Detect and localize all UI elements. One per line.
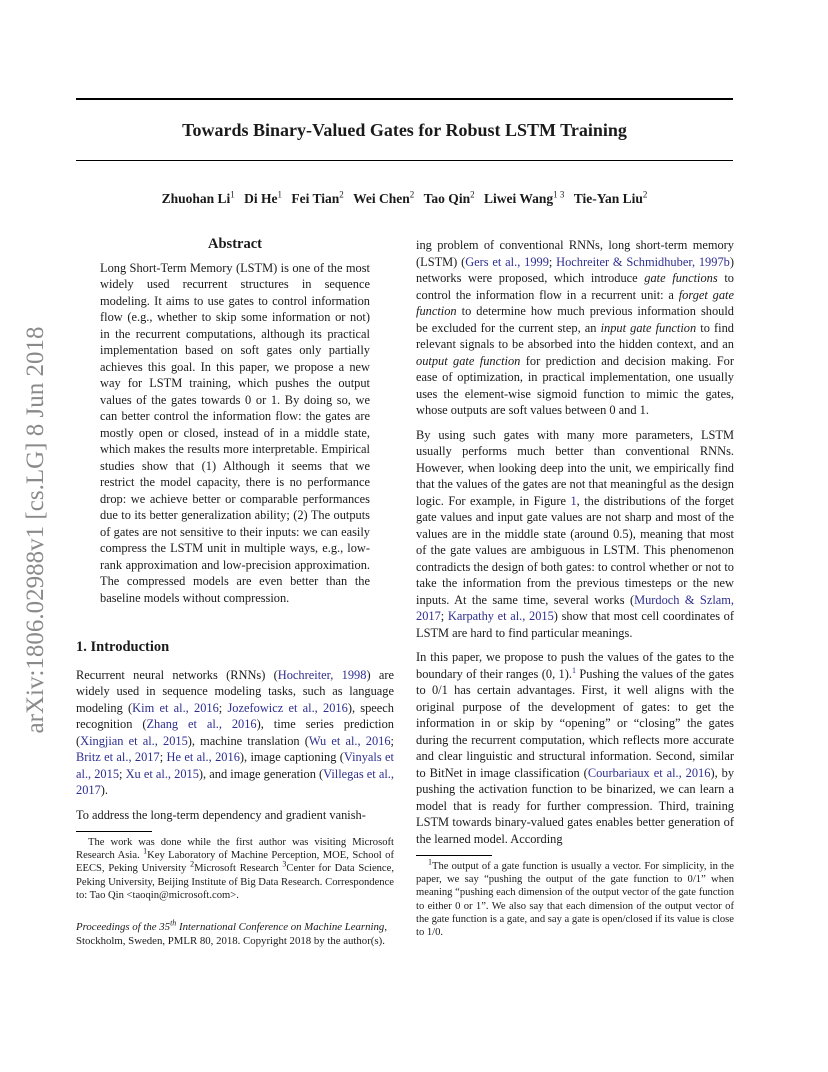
citation-link[interactable]: Gers et al., 1999 (465, 254, 549, 269)
citation-link[interactable]: Britz et al., 2017 (76, 750, 160, 764)
arxiv-identifier: arXiv:1806.02988v1 [cs.LG] 8 Jun 2018 (22, 326, 49, 734)
author-affiliation: 1 (230, 189, 235, 200)
intro-paragraph-2-start: To address the long-term dependency and gradient vanish- (76, 807, 366, 822)
footnote-rule (76, 831, 152, 832)
author (244, 191, 282, 206)
title-rule-bottom (76, 160, 733, 161)
abstract-heading: Abstract (208, 236, 262, 252)
proceedings-note: Proceedings of the 35th International Conference on Machine Learning, Stockholm, Sweden, PMLR 80, 2018. Copyright 2018 by the author(s). (76, 918, 388, 948)
author-affiliation: 2 (409, 189, 415, 200)
author-name: Fei Tian (291, 191, 340, 206)
author-name: Zhuohan Li (161, 191, 231, 206)
math-interval: (0, 1) (541, 666, 569, 681)
intro-paragraph-2-continued: ing problem of conventional RNNs, long short-term memory (LSTM) (Gers et al., 1999; Hochreiter & Schmidhuber, 1997b) networks were proposed, which introduce gate functions to control the information flow in a recurrent unit: a forget gate function to determine how much previous information should be excluded for the current step, an input gate function to find relevant signals to be absorbed into the hidden context, and an output gate function for prediction and decision making. For ease of optimization, in practical implementation, one usually uses the element-wise sigmoid function to mimic the gates, whose outputs are soft values between 0 and 1. (416, 238, 734, 417)
citation-link[interactable]: Kim et al., 2016 (132, 700, 219, 715)
author (291, 191, 343, 206)
title-rule-top (76, 98, 733, 100)
introduction-heading: 1. Introduction (76, 639, 170, 655)
author-affiliation: 2 (339, 189, 344, 200)
left-column (76, 236, 394, 949)
author-affiliation: 2 (470, 189, 475, 200)
citation-link[interactable]: Wu et al., 2016 (308, 733, 391, 748)
citation-link[interactable]: Vinyals et al., 2015 (76, 750, 394, 781)
author (162, 191, 235, 206)
citation-link[interactable]: Jozefowicz et al., 2016 (227, 700, 348, 715)
author (424, 191, 475, 206)
citation-link[interactable]: Xu et al., 2015 (125, 766, 199, 781)
citation-link[interactable]: Villegas et al., 2017 (76, 766, 394, 797)
author-name: Liwei Wang (483, 191, 554, 206)
author-name: Di He (244, 191, 278, 206)
author (574, 191, 648, 206)
affiliation-footnote: The work was done while the first author was visiting Microsoft Research Asia. $^1$Key Laboratory of Machine Perception, MOE, School of EECS, Peking University $^2$Microsoft Research $^3$Center for Data Science, Peking University, Beijing Institute of Big Data Research. Correspondence to: Tao Qin <taoqin@microsoft.com>. (76, 837, 394, 901)
citation-link[interactable]: Xingjian et al., 2015 (80, 733, 188, 748)
abstract-body: Long Short-Term Memory (LSTM) is one of the most widely used recurrent structures in sequence modeling. It aims to use gates to control information flow (e.g., whether to skip some information or not) in the recurrent computations, although its practical implementation based on soft gates only partially achieves this goal. In this paper, we propose a new way for LSTM training, which pushes the output values of the gates towards 0 or 1. By doing so, we can better control the information flow: the gates are mostly open or closed, instead of in a middle state, which makes the results more interpretable. Empirical studies show that (1) Although it seems that we restrict the model capacity, there is no performance drop: we achieve better or comparable performances due to its better generalization ability; (2) The outputs of gates are not sensitive to their inputs: we can easily compress the LSTM unit in multiple ways, e.g., low-rank approximation and low-precision approximation. The compressed models are even better than the baseline models without compression. (100, 260, 370, 605)
citation-link[interactable]: Zhang et al., 2016 (146, 717, 257, 731)
author (484, 191, 564, 206)
footnote-rule (416, 855, 492, 856)
intro-paragraph-1: Recurrent neural networks (RNNs) (Hochreiter, 1998) are widely used in sequence modeling tasks, such as language modeling (Kim et al., 2016; Jozefowicz et al., 2016), speech recognition (Zhang et al., 2016), time series prediction (Xingjian et al., 2015), machine translation (Wu et al., 2016; Britz et al., 2017; He et al., 2016), image captioning (Vinyals et al., 2015; Xu et al., 2015), and image generation (Villegas et al., 2017). (76, 667, 394, 797)
intro-paragraph-3: By using such gates with many more parameters, LSTM usually performs much better than conventional RNNs. However, when looking deep into the unit, we empirically find that the values of the gates are not that meaningful as the design logic. For example, in Figure 1, the distributions of the forget gate values and input gate values are not sharp and most of the values are in the middle state (around 0.5), meaning that most of the gate values are ambiguous in LSTM. This phenomenon contradicts the design of both gates: to control whether or not to take the information from the previous timesteps or the new inputs. At the same time, several works (Murdoch & Szlam, 2017; Karpathy et al., 2015) show that most cell coordinates of LSTM are hard to find particular meanings. (416, 427, 734, 640)
figure-reference-link[interactable]: 1 (570, 493, 577, 508)
citation-link[interactable]: Hochreiter, 1998 (277, 667, 367, 682)
author-name: Wei Chen (353, 191, 410, 206)
footnote-text: The output of a gate function is usually a vector. For simplicity, in the paper, we say “pushing the output of the gate function to 0/1” when meaning “pushing each dimension of the output vector of the gate function to either 0 or 1”. We also say that each dimension of the output vector of the gate function is a gate, and say a gate is open/closed if its value is close to 1/0. (416, 861, 735, 939)
author-affiliation: 2 (642, 189, 648, 200)
author-name: Tie-Yan Liu (573, 191, 643, 206)
intro-paragraph-4: In this paper, we propose to push the values of the gates to the boundary of their ranges (0, 1).$^1$ Pushing the values of the gates to 0/1 has certain advantages. First, it well aligns with the original purpose of the development of gates: to get the information in or skip by “opening” or “closing” the gates during the recurrent computation, which reflects more accurate and clear linguistic and structural information. Second, similar to BitNet in image classification (Courbariaux et al., 2016), by pushing the activation function to be binarized, we can learn a model that is ready for further compression. Third, training LSTM towards binary-valued gates enables better generation of the learned model. According (416, 650, 735, 846)
citation-link[interactable]: Karpathy et al., 2015 (447, 609, 554, 623)
author-name: Tao Qin (423, 191, 471, 206)
author (353, 191, 414, 206)
citation-link[interactable]: Murdoch & Szlam, 2017 (416, 592, 734, 623)
citation-link[interactable]: Hochreiter & Schmidhuber, 1997b (556, 254, 730, 269)
right-column (416, 237, 734, 939)
citation-link[interactable]: Courbariaux et al., 2016 (587, 765, 711, 780)
author-list (76, 191, 733, 207)
author-affiliation: 1 (277, 189, 283, 200)
paper-title: Towards Binary-Valued Gates for Robust LSTM Training (182, 120, 627, 140)
citation-link[interactable]: He et al., 2016 (166, 750, 240, 764)
author-affiliation: 1 3 (553, 189, 565, 200)
footnote-marker-link[interactable]: 1 (572, 665, 576, 675)
footnote-number: 1 (428, 857, 432, 867)
footnote-1 (416, 857, 735, 939)
